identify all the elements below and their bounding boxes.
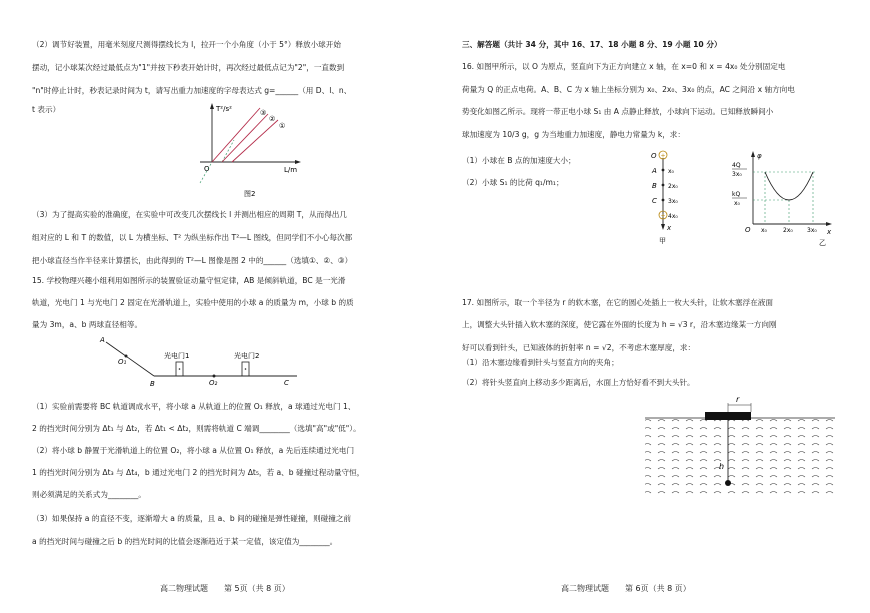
jia-label-B: B (652, 182, 657, 190)
yi-potential-curve (765, 172, 813, 200)
photogate-2-label: 光电门2 (234, 352, 260, 360)
yi-xlabel: x (827, 228, 832, 236)
pin-length-label: h (719, 462, 725, 471)
q17-part2: （2）将针头竖直向上移动多少距离后，水面上方恰好看不到大头针。 (462, 378, 695, 387)
q15-intro-line1: 15. 学校物理兴趣小组利用如图所示的装置验证动量守恒定律，AB 是倾斜轨道，BC 是一光滑 (32, 276, 346, 285)
fig2-label-1: ① (279, 122, 286, 130)
fig2-caption: 图2 (244, 190, 256, 198)
fig2-line-1 (232, 120, 278, 162)
q15-part1-line2: 2 的挡光时间分别为 Δt₁ 与 Δt₂，若 Δt₁ < Δt₂，则需将轨道 C 端调________（选填"高"或"低"）。 (32, 424, 361, 433)
fig2-label-3: ③ (260, 109, 267, 117)
track-label-O1: O₁ (118, 358, 127, 366)
yi-tick-bottom-num: kQ (732, 191, 741, 198)
jia-label-x: x (667, 224, 672, 232)
q15-part1-line1: （1）实验前需要将 BC 轨道调成水平，将小球 a 从轨道上的位置 O₁ 释放，a 球通过光电门 1、 (32, 402, 356, 411)
q14-part3-line1: （3）为了提高实验的准确度，在实验中可改变几次摆线长 l 并测出相应的周期 T，从而得出几 (32, 210, 347, 219)
track-label-B: B (150, 380, 155, 388)
cork (705, 412, 751, 420)
pin-head (725, 480, 731, 486)
q14-part2-line3: "n"时停止计时，秒表记录时间为 t，请写出重力加速度的字母表达式 g=______（用 D、l、n、 (32, 86, 352, 95)
q16-line4: 球加速度为 10/3 g，g 为当地重力加速度，静电力常量为 k，求： (462, 130, 685, 139)
q15-part2-line1: （2）将小球 b 静置于光滑轨道上的位置 O₂，将小球 a 从位置 O₁ 释放，a 先后连续通过光电门 (32, 446, 355, 455)
jia-tick-x0: x₀ (668, 168, 674, 175)
fig2-line-3 (212, 108, 260, 162)
yi-tick-top-den: 3x₀ (732, 171, 742, 178)
jia-tick-2x0: 2x₀ (668, 183, 678, 190)
q14-part2-line4: t 表示） (32, 105, 61, 114)
q17-line2: 上，调整大头针插入软木塞的深度，使它露在外面的长度为 h = √3 r，沿木塞边缘某一方向刚 (462, 320, 777, 329)
fig2-ylabel: T²/s² (216, 105, 232, 113)
fig2-label-2: ② (269, 115, 276, 123)
q15-intro-line3: 量为 3m，a、b 两球直径相等。 (32, 320, 143, 329)
track-point-o2 (213, 375, 216, 378)
jia-caption: 甲 (659, 237, 666, 245)
track-label-A: A (100, 336, 105, 344)
liquid-region (645, 418, 835, 494)
yi-xtick-2x0: 2x₀ (783, 227, 793, 234)
fig2-xlabel: L/m (284, 166, 298, 174)
cork-radius-label: r (736, 395, 740, 404)
q17-line3: 好可以看到针头，已知液体的折射率 n = √2，不考虑木塞厚度，求： (462, 343, 696, 352)
q16-line2: 荷量为 Q 的正点电荷。A、B、C 为 x 轴上坐标分别为 x₀、2x₀、3x₀ 的点，AC 之间沿 x 轴方向电 (462, 85, 795, 94)
photogate-1-label: 光电门1 (164, 352, 190, 360)
q14-part3-line2: 组对应的 L 和 T 的数值，以 L 为横坐标、T² 为纵坐标作出 T²—L 图线，但同学们不小心每次都 (32, 233, 353, 242)
q15-intro-line2: 轨道，光电门 1 与光电门 2 固定在光滑轨道上，实验中使用的小球 a 的质量为 m，小球 b 的质 (32, 298, 354, 307)
figure-2-graph (198, 100, 308, 202)
track-label-C: C (284, 379, 289, 387)
figure-jia (649, 148, 709, 248)
yi-xtick-3x0: 3x₀ (807, 227, 817, 234)
right-page-footer: 高二物理试题 第 6页（共 8 页） (561, 584, 691, 593)
section-title: 三、解答题（共计 34 分，其中 16、17、18 小题 8 分、19 小题 10 分） (462, 40, 722, 49)
svg-text:+: + (660, 212, 666, 220)
jia-tick-4x0: 4x₀ (668, 213, 678, 220)
yi-xtick-x0: x₀ (761, 227, 767, 234)
yi-tick-top-num: 4Q (732, 162, 741, 169)
q14-part2-line1: （2）调节好装置，用毫米刻度尺测得摆线长为 l，拉开一个小角度（小于 5°）释放小球开始 (32, 40, 341, 49)
q15-part3-line2: a 的挡光时间与碰撞之后 b 的挡光时间的比值会逐渐趋近于某一定值，该定值为________。 (32, 537, 338, 546)
jia-tick-3x0: 3x₀ (668, 198, 678, 205)
yi-ylabel: φ (757, 152, 762, 160)
svg-text:+: + (660, 152, 666, 160)
q17-line1: 17. 如图所示，取一个半径为 r 的软木塞，在它的圆心处插上一枚大头针，让软木塞浮在液面 (462, 298, 773, 307)
q17-part1: （1）沿木塞边缘看到针头与竖直方向的夹角； (462, 358, 619, 367)
q16-part2: （2）小球 S₁ 的比荷 q₁/m₁； (462, 178, 564, 187)
figure-yi (725, 148, 835, 248)
q14-part3-line3: 把小球直径当作半径来计算摆长，由此得到的 T²—L 图像是图 2 中的______（选填①、②、③） (32, 256, 353, 265)
fig2-origin: O (204, 165, 210, 173)
yi-tick-bottom-den: x₀ (734, 200, 740, 207)
jia-label-A: A (652, 167, 657, 175)
figure-cork-in-liquid (643, 393, 838, 497)
figure-track (92, 332, 312, 388)
track-label-O2: O₂ (209, 379, 218, 387)
left-page-footer: 高二物理试题 第 5页（共 8 页） (160, 584, 290, 593)
q14-part2-line2: 摆动，记小球某次经过最低点为"1"并按下秒表开始计时，再次经过最低点记为"2"，一直数到 (32, 63, 345, 72)
fig2-line-2 (222, 114, 268, 162)
q16-part1: （1）小球在 B 点的加速度大小； (462, 156, 576, 165)
q16-line1: 16. 如图甲所示，以 O 为原点，竖直向下为正方向建立 x 轴，在 x=0 和 x = 4x₀ 处分别固定电 (462, 62, 786, 71)
yi-caption: 乙 (819, 239, 826, 247)
yi-origin: O (745, 226, 751, 234)
q16-line3: 势变化如图乙所示。现将一带正电小球 S₁ 由 A 点静止释放，小球向下运动。已知释放瞬间小 (462, 107, 774, 116)
q15-part3-line1: （3）如果保持 a 的直径不变，逐渐增大 a 的质量，且 a、b 间的碰撞是弹性碰撞，则碰撞之前 (32, 514, 352, 523)
jia-label-O: O (651, 152, 657, 160)
q15-part2-line3: 则必须满足的关系式为________。 (32, 490, 146, 499)
q15-part2-line2: 1 的挡光时间分别为 Δt₃ 与 Δt₄，b 通过光电门 2 的挡光时间为 Δt₅，若 a、b 碰撞过程动量守恒， (32, 468, 365, 477)
right-page (435, 0, 870, 613)
jia-label-C: C (652, 197, 657, 205)
